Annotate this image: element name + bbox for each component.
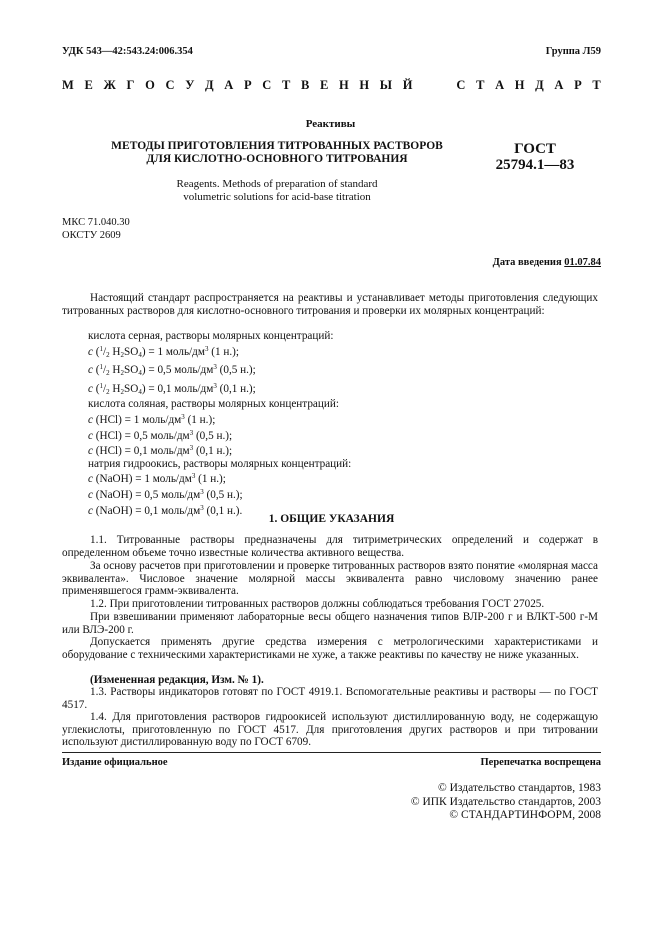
formula-part: H xyxy=(109,345,121,358)
banner-letter: Г xyxy=(126,78,135,92)
sulfuric-item xyxy=(88,343,351,362)
banner-letter: Ы xyxy=(379,78,393,92)
formula-part: (HCl) = 0,1 моль/дм xyxy=(92,445,190,458)
formula-part: c xyxy=(88,382,93,395)
banner-letter: В xyxy=(300,78,310,92)
banner-letter: С xyxy=(262,78,272,92)
naoh-item xyxy=(88,470,351,486)
formula-part: 3 xyxy=(213,363,217,372)
formula-part: ) = 0,5 моль/дм xyxy=(141,364,214,377)
formula-part: (NaOH) = 0,1 моль/дм xyxy=(92,504,201,517)
banner-letter: О xyxy=(145,78,155,92)
formula-part: ) = 0,1 моль/дм xyxy=(141,382,214,395)
formula-part: (HCl) = 0,5 моль/дм xyxy=(92,429,190,442)
formula-part: SO xyxy=(124,382,139,395)
formula-part: / xyxy=(103,345,107,358)
formula-part: (1 н.); xyxy=(184,413,216,426)
formula-part: 1 xyxy=(99,363,103,372)
formula-part: c xyxy=(88,445,93,458)
formula-part: кислота серная, растворы молярных концентраций: xyxy=(88,330,334,342)
intro-date-label: Дата введения xyxy=(492,257,562,268)
formula-part: 3 xyxy=(204,344,209,353)
banner-letter: С xyxy=(456,78,466,92)
banner-letter: Ж xyxy=(103,78,116,92)
intro-list xyxy=(88,330,351,517)
hcl-item xyxy=(88,442,351,458)
formula-part: c xyxy=(88,473,93,486)
okstu-code: ОКСТУ 2609 xyxy=(62,230,121,241)
formula-part: (0,5 н.); xyxy=(203,488,243,501)
formula-part: 2 xyxy=(120,350,124,359)
formula-part: (0,1 н.). xyxy=(203,504,243,517)
intro-date-value: 01.07.84 xyxy=(564,257,601,268)
paragraph-1-4: 1.4. Для приготовления растворов гидроокисей используют дистиллированную воду, не содержащую углекислоты, приготовленную по ГОСТ 4517. Для приготовления других растворов и при титровании используют дистиллированную воду по ГОСТ 6709. xyxy=(62,711,598,749)
formula-part: (1 н.); xyxy=(208,345,239,358)
formula-part: 2 xyxy=(106,369,110,378)
banner-letter: А xyxy=(224,78,234,92)
doc-title xyxy=(62,140,492,166)
formula-part: 1 xyxy=(99,381,103,390)
sulfuric-heading xyxy=(88,330,351,343)
hcl-heading xyxy=(88,398,351,411)
banner-letter: Т xyxy=(592,78,601,92)
formula-part: 2 xyxy=(106,350,110,359)
formula-part: 2 xyxy=(106,387,110,396)
copyright-2008: © СТАНДАРТИНФОРМ, 2008 xyxy=(449,809,601,821)
copyright-2003: © ИПК Издательство стандартов, 2003 xyxy=(410,795,601,808)
hcl-item xyxy=(88,427,351,443)
formula-part: 3 xyxy=(181,412,185,421)
formula-part: ( xyxy=(92,364,100,377)
formula-part: натрия гидроокись, растворы молярных концентраций: xyxy=(88,457,352,470)
formula-part: кислота соляная, растворы молярных концентраций: xyxy=(88,398,339,411)
banner-letter: Д xyxy=(535,78,544,92)
formula-part: / xyxy=(103,364,107,377)
formula-part: 3 xyxy=(189,428,194,437)
formula-part: (0,5 н.); xyxy=(193,429,233,442)
formula-part: H xyxy=(109,382,121,395)
formula-part: 2 xyxy=(120,369,124,378)
banner-letter: Т xyxy=(281,78,291,92)
paragraph-1-1b: За основу расчетов при приготовлении и проверке титрованных растворов взято понятие «молярная масса эквивалента». Числовое значение молярной массы эквивалента равно числовому значению ранее применявшегося грамм-эквивалента. xyxy=(62,560,598,598)
formula-part: (0,5 н.); xyxy=(216,364,256,377)
section-heading: 1. ОБЩИЕ УКАЗАНИЯ xyxy=(268,513,395,525)
banner-letter: Е xyxy=(319,78,329,92)
formula-part: (HCl) = 1 моль/дм xyxy=(92,413,182,426)
banner-letter: Й xyxy=(402,78,413,92)
paragraph-1-3: 1.3. Растворы индикаторов готовят по ГОСТ 4919.1. Вспомогательные реактивы и растворы — по ГОСТ 4517. xyxy=(62,686,598,711)
formula-part: (1 н.); xyxy=(195,473,226,486)
banner-letter: У xyxy=(185,78,195,92)
banner-letter: Е xyxy=(84,78,93,92)
formula-part: 4 xyxy=(138,387,142,396)
formula-part: 3 xyxy=(200,487,204,496)
formula-part: c xyxy=(88,413,93,426)
paragraph-1-2: 1.2. При приготовлении титрованных растворов должны соблюдаться требования ГОСТ 27025. xyxy=(90,598,545,610)
naoh-item xyxy=(88,486,351,502)
english-title-1: Reagents. Methods of preparation of standard xyxy=(176,178,378,190)
formula-part: 1 xyxy=(99,344,103,353)
formula-part: ( xyxy=(92,382,100,395)
formula-part: SO xyxy=(124,364,139,377)
official-edition: Издание официальное xyxy=(62,757,168,768)
formula-part: (0,1 н.); xyxy=(193,445,233,458)
formula-part: ) = 1 моль/дм xyxy=(141,345,205,358)
banner-letter: Д xyxy=(205,78,214,92)
formula-part: c xyxy=(88,504,93,517)
formula-part: c xyxy=(88,364,93,377)
banner-letter: С xyxy=(165,78,175,92)
formula-part: ( xyxy=(92,345,100,358)
formula-part: (NaOH) = 1 моль/дм xyxy=(92,473,192,486)
formula-part: 4 xyxy=(138,350,142,359)
intro-date xyxy=(493,257,601,268)
sulfuric-item xyxy=(88,361,351,380)
gost-designation xyxy=(480,141,590,173)
gost-number: 25794.1—83 xyxy=(495,157,575,173)
title-line-1: МЕТОДЫ ПРИГОТОВЛЕНИЯ ТИТРОВАННЫХ РАСТВОРОВ xyxy=(111,140,443,152)
formula-part: 4 xyxy=(138,369,142,378)
formula-part: 3 xyxy=(189,444,194,453)
interstate-standard-banner xyxy=(62,78,601,93)
formula-part: H xyxy=(109,364,121,377)
formula-part: c xyxy=(88,429,93,442)
banner-letter xyxy=(440,78,446,93)
formula-part: 2 xyxy=(120,387,124,396)
banner-letter: М xyxy=(62,78,74,92)
hcl-item xyxy=(88,411,351,427)
title-line-2: ДЛЯ КИСЛОТНО-ОСНОВНОГО ТИТРОВАНИЯ xyxy=(146,153,408,165)
category: Реактивы xyxy=(305,118,356,130)
banner-letter: Н xyxy=(338,78,349,92)
banner-letter xyxy=(423,78,429,93)
formula-part: / xyxy=(103,382,107,395)
formula-part: SO xyxy=(124,345,139,358)
english-title xyxy=(62,178,492,204)
paragraph-1-1: 1.1. Титрованные растворы предназначены для титриметрических определений и содержат в определенном объеме точно известные количества активного вещества. xyxy=(62,534,598,559)
copyright-block xyxy=(411,782,601,823)
banner-letter: Н xyxy=(359,78,370,92)
sulfuric-item xyxy=(88,380,351,399)
group-code: Группа Л59 xyxy=(545,46,601,57)
formula-part: c xyxy=(88,345,93,358)
paragraph-1-2c: Допускается применять другие средства измерения с метрологическими характеристиками и оборудование с техническими характеристиками не хуже, а также реактивы по качеству не ниже указанных. xyxy=(62,636,598,661)
formula-part: 3 xyxy=(213,381,217,390)
formula-part: 3 xyxy=(200,503,204,512)
banner-letter: Р xyxy=(243,78,252,92)
banner-letter: Т xyxy=(476,78,485,92)
intro-paragraph: Настоящий стандарт распространяется на реактивы и устанавливает методы приготовления следующих титрованных растворов для кислотно-основного титрования и проверки их молярных концентраций: xyxy=(62,292,598,317)
banner-letter: Р xyxy=(574,78,582,92)
edition-note: (Измененная редакция, Изм. № 1). xyxy=(90,674,264,686)
english-title-2: volumetric solutions for acid-base titration xyxy=(183,191,371,203)
formula-part: (NaOH) = 0,5 моль/дм xyxy=(92,488,201,501)
classification-codes xyxy=(62,216,130,242)
banner-letter: А xyxy=(554,78,564,92)
paragraph-1-2b: При взвешивании применяют лабораторные весы общего назначения типов ВЛР-200 г и ВЛКТ-500 г-М или ВЛЭ-200 г. xyxy=(62,611,598,636)
mks-code: МКС 71.040.30 xyxy=(62,217,130,228)
naoh-heading xyxy=(88,458,351,471)
udk-code: УДК 543—42:543.24:006.354 xyxy=(62,46,193,57)
banner-letter: Н xyxy=(514,78,525,92)
reprint-prohibited: Перепечатка воспрещена xyxy=(480,757,601,768)
banner-letter: А xyxy=(495,78,505,92)
formula-part: 3 xyxy=(191,472,196,481)
formula-part: c xyxy=(88,488,93,501)
copyright-1983: © Издательство стандартов, 1983 xyxy=(437,782,601,794)
formula-part: (0,1 н.); xyxy=(216,382,256,395)
footer-divider xyxy=(62,752,601,753)
gost-label: ГОСТ xyxy=(514,141,556,157)
